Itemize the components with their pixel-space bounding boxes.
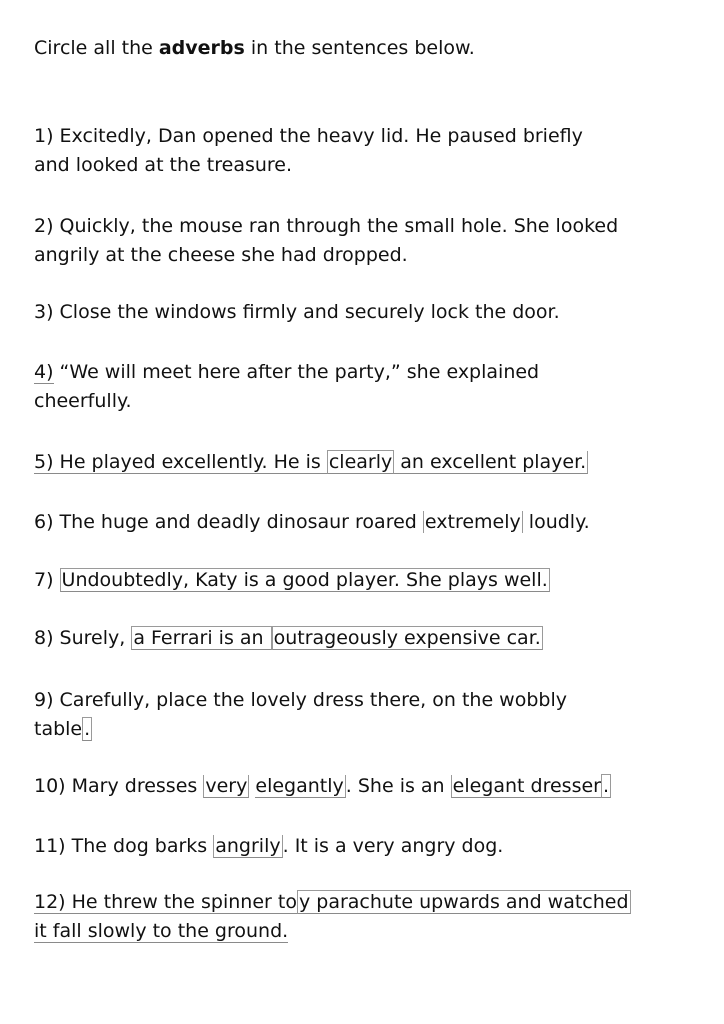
- sentence-3-line-1: 3) Close the windows firmly and securely lock the door.: [34, 301, 560, 323]
- sentence-9-line-1: 9) Carefully, place the lovely dress there, on the wobbly: [34, 689, 567, 711]
- sentence-12: [34, 888, 704, 946]
- sentence-4: [34, 358, 704, 416]
- sentence-8-part-c: outrageously expensive car.: [273, 627, 541, 649]
- sentence-1: [34, 122, 704, 180]
- sentence-4-line-2: cheerfully.: [34, 390, 132, 412]
- sentence-5: [34, 448, 704, 477]
- sentence-8-part-a: 8) Surely,: [34, 627, 132, 649]
- sentence-12-line-2-wrap: [34, 917, 704, 946]
- sentence-11-part-a: 11) The dog barks: [34, 835, 214, 857]
- sentence-6-line: [34, 508, 704, 537]
- sentence-7-part-b: Undoubtedly, Katy is a good player. She plays well.: [61, 569, 548, 591]
- sentence-10-part-a: 10) Mary dresses: [34, 775, 204, 797]
- sentence-4-line-1-wrap: [34, 358, 704, 387]
- instruction-suffix: in the sentences below.: [244, 37, 475, 59]
- sentence-10-part-g: .: [602, 775, 610, 797]
- sentence-11-line: [34, 832, 704, 861]
- sentence-10-part-f: elegant dresser: [452, 775, 601, 797]
- sentence-10-line: [34, 772, 704, 801]
- sentence-9-line-2-word: table: [34, 718, 83, 740]
- sentence-5-line: [34, 448, 704, 477]
- sentence-6-part-c: loudly.: [522, 511, 590, 533]
- sentence-8-line: [34, 624, 704, 653]
- sentence-10-part-d: elegantly: [255, 775, 344, 797]
- sentence-9-line-2-period: .: [84, 718, 91, 740]
- sentence-10-part-b: very: [205, 775, 248, 797]
- sentence-2-line-1: 2) Quickly, the mouse ran through the small hole. She looked: [34, 215, 619, 237]
- sentence-5-part-c: an excellent player.: [394, 451, 587, 473]
- sentence-2-line-2: angrily at the cheese she had dropped.: [34, 244, 408, 266]
- sentence-7-part-a: 7): [34, 569, 60, 591]
- sentence-8: [34, 624, 704, 653]
- sentence-11: [34, 832, 704, 861]
- sentence-12-line-2: it fall slowly to the ground.: [34, 920, 289, 942]
- sentence-2: [34, 212, 704, 270]
- sentence-1-line-2: and looked at the treasure.: [34, 154, 293, 176]
- instruction-text: [34, 34, 475, 62]
- sentence-5-part-b: clearly: [328, 451, 393, 473]
- sentence-10: [34, 772, 704, 801]
- sentence-9-line-2: [34, 715, 704, 744]
- sentence-11-part-b: angrily: [215, 835, 281, 857]
- sentence-7-line: [34, 566, 704, 595]
- sentence-4-line-1: “We will meet here after the party,” she explained: [53, 361, 540, 383]
- sentence-6: [34, 508, 704, 537]
- sentence-12-line-1: [34, 888, 704, 917]
- sentence-11-part-c: . It is a very angry dog.: [282, 835, 504, 857]
- sentence-9: [34, 686, 704, 744]
- sentence-6-part-b: extremely: [424, 511, 521, 533]
- sentence-12-line-1-a: 12) He threw the spinner to: [34, 891, 297, 913]
- sentence-5-part-a: 5) He played excellently. He is: [34, 451, 327, 473]
- sentence-10-part-e: . She is an: [345, 775, 451, 797]
- instruction-keyword: adverbs: [158, 37, 245, 59]
- sentence-3: [34, 298, 704, 327]
- instruction-prefix: Circle all the: [34, 37, 159, 59]
- sentence-7: [34, 566, 704, 595]
- sentence-1-line-1: 1) Excitedly, Dan opened the heavy lid. He paused briefly: [34, 125, 583, 147]
- sentence-6-part-a: 6) The huge and deadly dinosaur roared: [34, 511, 423, 533]
- sentence-8-part-b: a Ferrari is an: [133, 627, 270, 649]
- sentence-12-line-1-b: y parachute upwards and watched: [298, 891, 629, 913]
- sentence-4-number: 4): [34, 361, 54, 383]
